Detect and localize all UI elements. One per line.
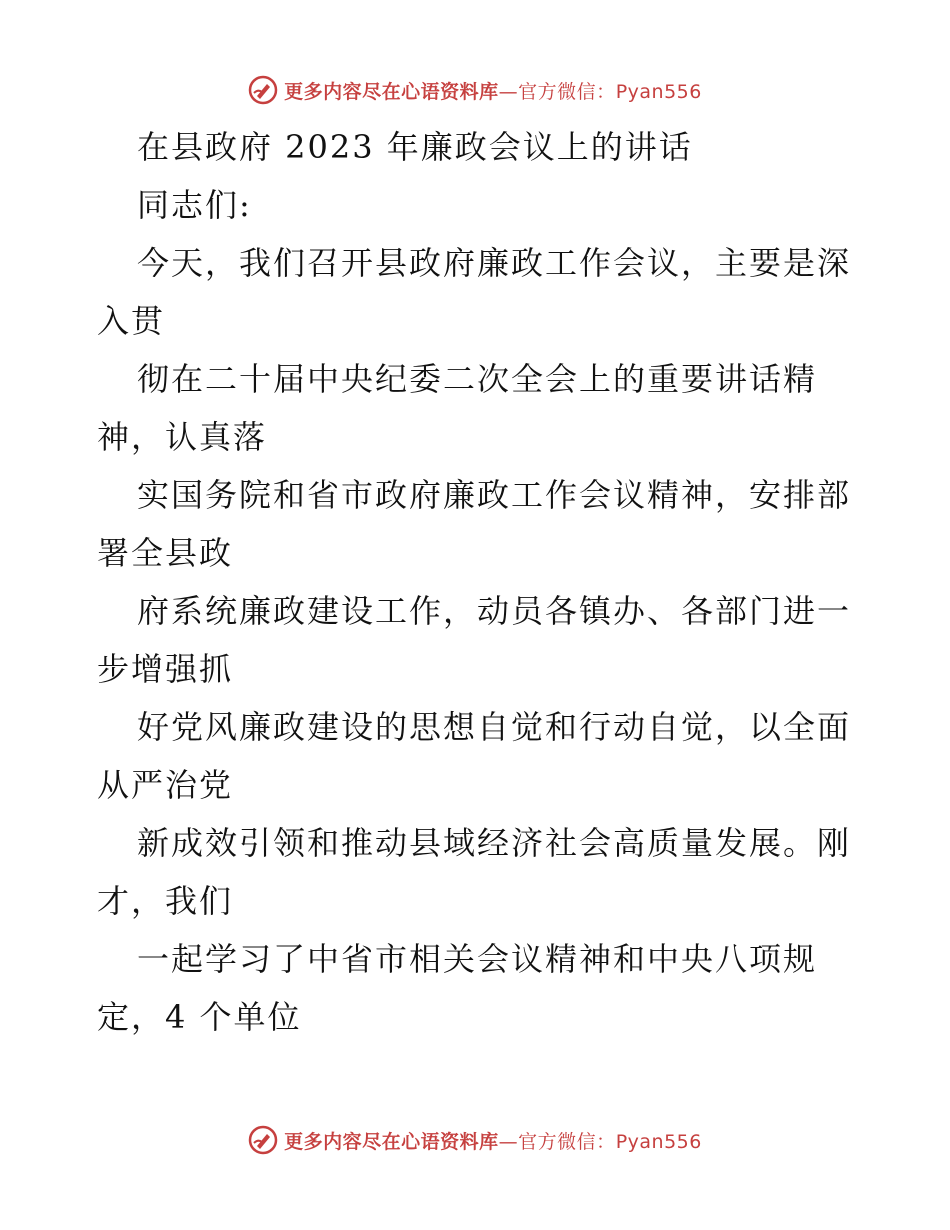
watermark-banner-bottom xyxy=(0,1120,950,1160)
watermark-banner-top xyxy=(0,70,950,110)
pen-nib-logo-icon xyxy=(248,1125,278,1155)
paragraph-line: 署全县政 xyxy=(97,534,234,572)
paragraph-line: 新成效引领和推动县域经济社会高质量发展。刚 xyxy=(137,824,852,862)
paragraph-line: 一起学习了中省市相关会议精神和中央八项规 xyxy=(137,940,818,978)
paragraph-line: 从严治党 xyxy=(97,766,234,804)
document-title: 在县政府 2023 年廉政会议上的讲话 xyxy=(137,128,693,166)
paragraph-line: 今天，我们召开县政府廉政工作会议，主要是深 xyxy=(137,244,852,282)
watermark-wechat-label: 官方微信： xyxy=(518,1130,616,1153)
watermark-separator: — xyxy=(498,80,519,103)
paragraph-line: 定，4 个单位 xyxy=(97,998,302,1036)
paragraph-line: 彻在二十届中央纪委二次全会上的重要讲话精 xyxy=(137,360,818,398)
watermark-site-text: 更多内容尽在心语资料库 xyxy=(284,1130,499,1153)
salutation: 同志们: xyxy=(137,186,252,224)
paragraph-line: 才，我们 xyxy=(97,882,234,920)
watermark-separator: — xyxy=(498,1130,519,1153)
pen-nib-logo-icon xyxy=(248,75,278,105)
watermark-wechat-id: Pyan556 xyxy=(615,80,702,103)
watermark-wechat-label: 官方微信： xyxy=(518,80,616,103)
paragraph-line: 实国务院和省市政府廉政工作会议精神，安排部 xyxy=(137,476,852,514)
paragraph-line: 好党风廉政建设的思想自觉和行动自觉，以全面 xyxy=(137,708,852,746)
paragraph-line: 府系统廉政建设工作，动员各镇办、各部门进一 xyxy=(137,592,852,630)
paragraph-line: 神，认真落 xyxy=(97,418,268,456)
paragraph-line: 步增强抓 xyxy=(97,650,234,688)
document-body xyxy=(97,118,857,1046)
watermark-wechat-id: Pyan556 xyxy=(615,1130,702,1153)
paragraph-line: 入贯 xyxy=(97,302,166,340)
watermark-site-text: 更多内容尽在心语资料库 xyxy=(284,80,499,103)
